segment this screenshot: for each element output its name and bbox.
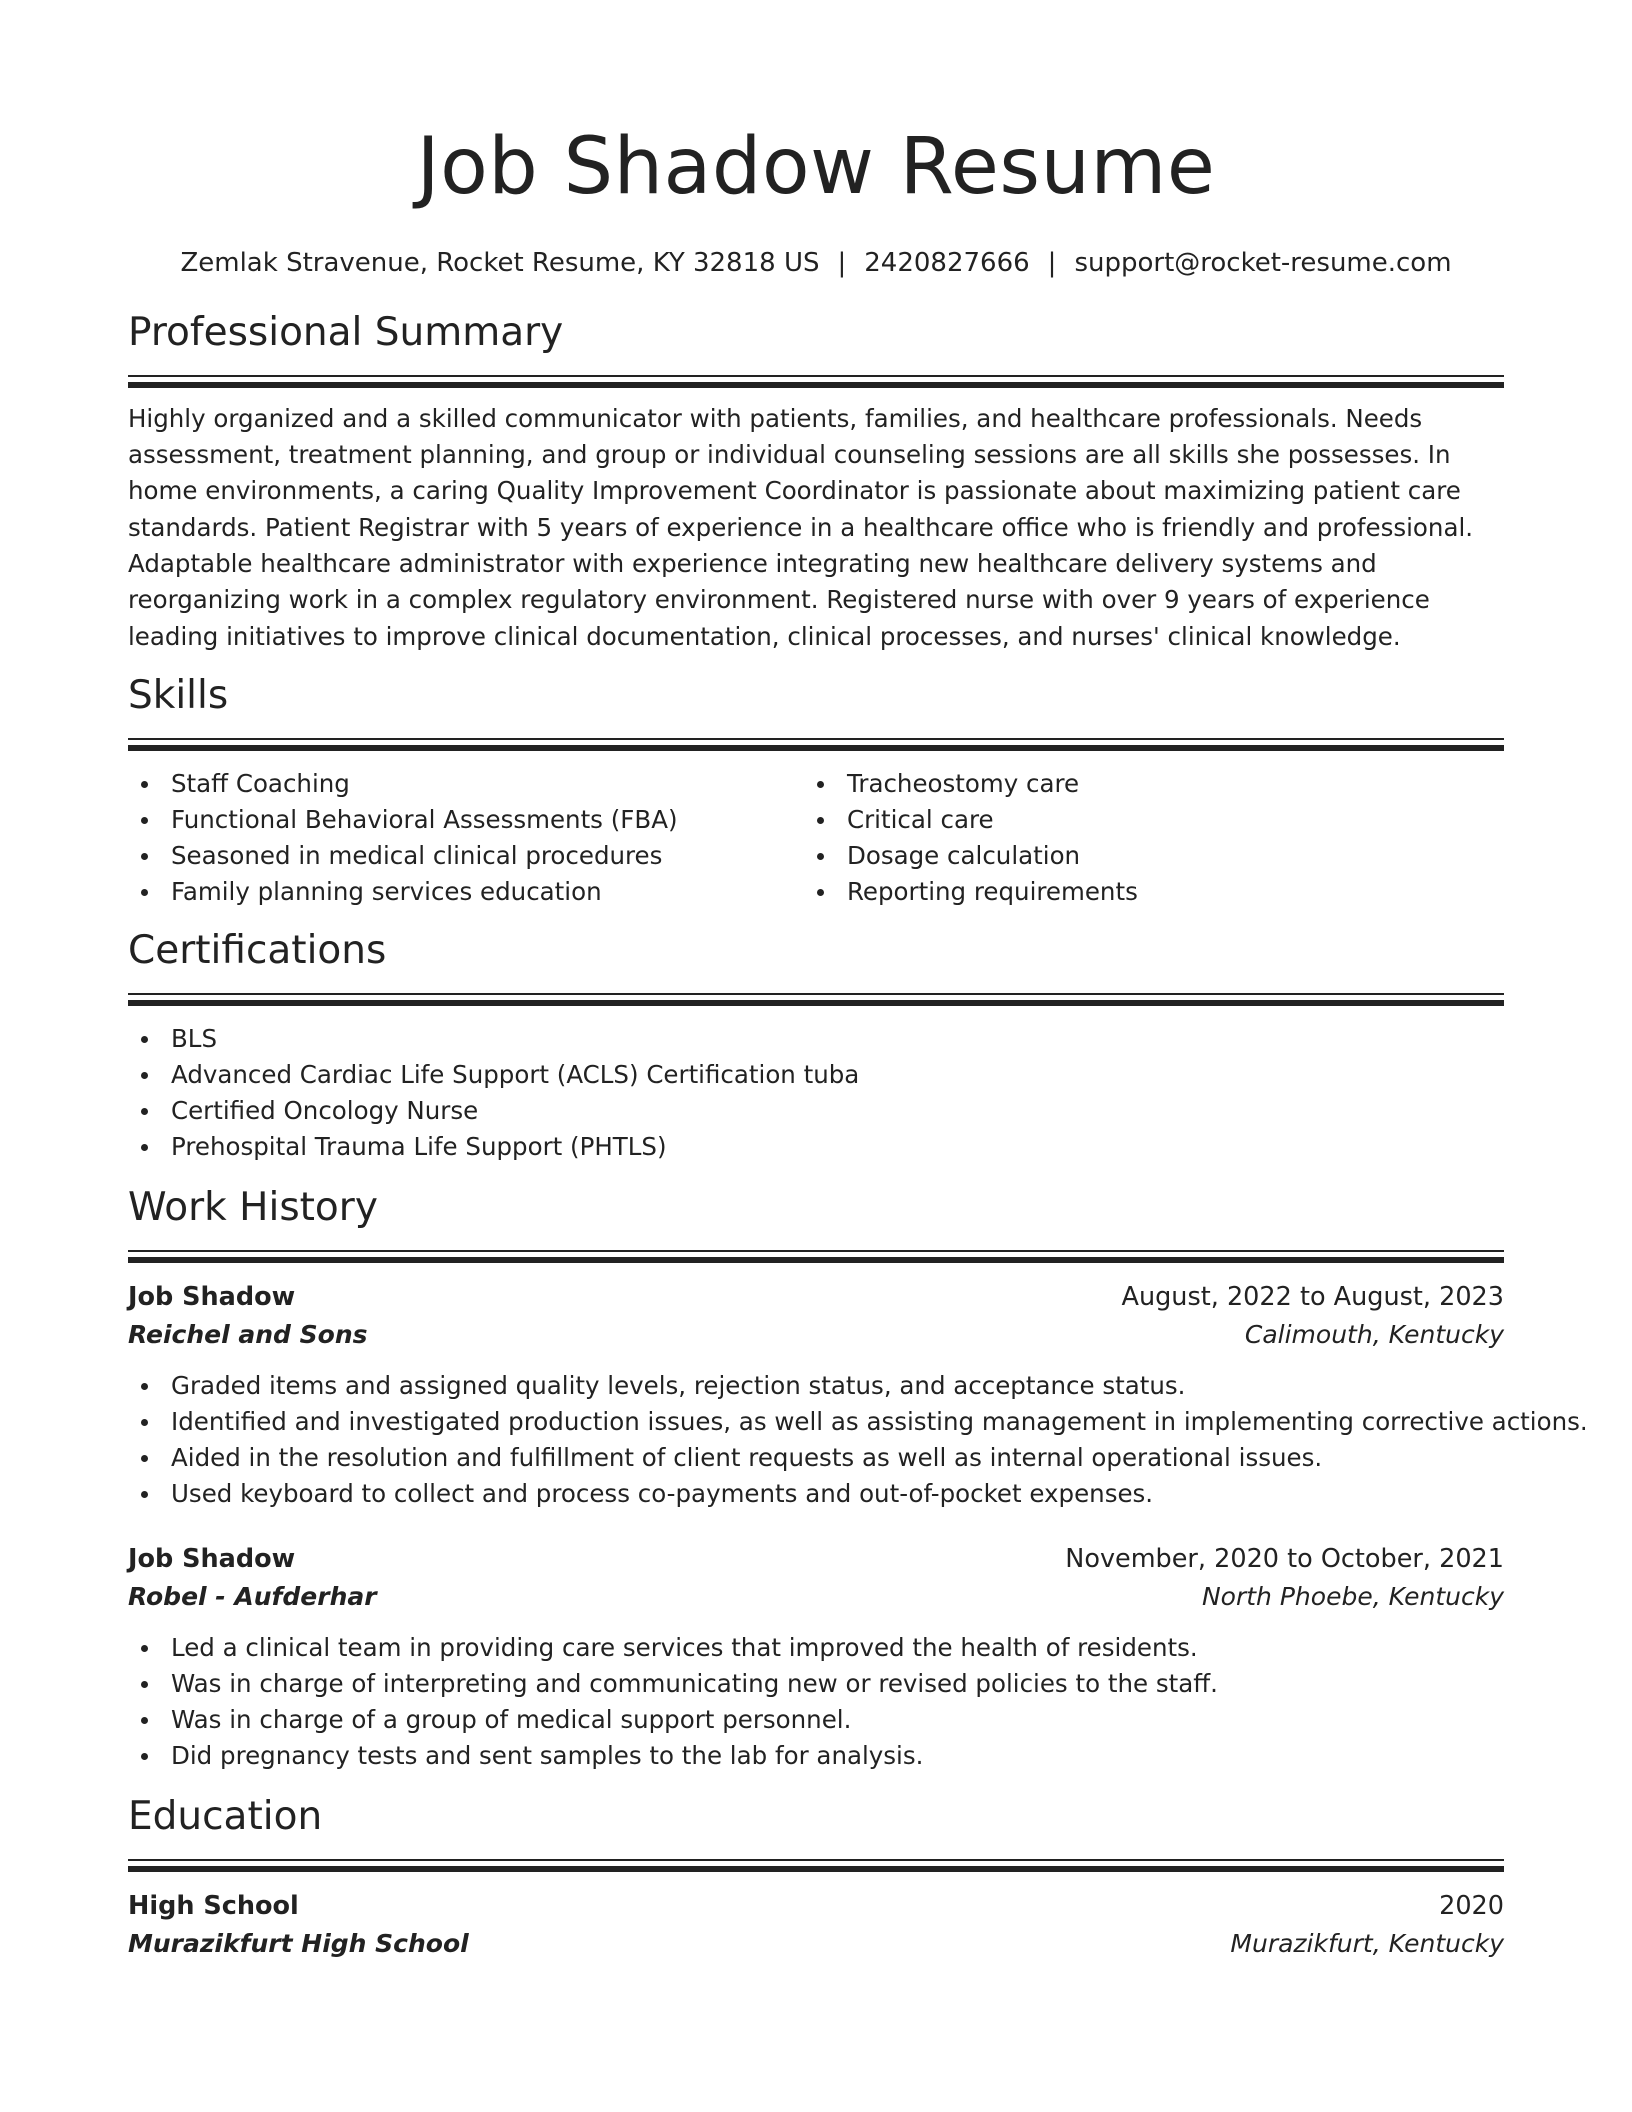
summary-section bbox=[128, 312, 1504, 655]
job-company: Robel - Aufderhar bbox=[128, 1581, 377, 1611]
skill-item: Functional Behavioral Assessments (FBA) bbox=[128, 802, 804, 838]
job-location: Calimouth, Kentucky bbox=[1244, 1319, 1504, 1349]
skills-list-left bbox=[128, 766, 804, 910]
skills-section bbox=[128, 672, 1504, 910]
certifications-section bbox=[128, 927, 1504, 1165]
section-divider bbox=[128, 738, 1504, 752]
job-bullet: Did pregnancy tests and sent samples to the lab for analysis. bbox=[128, 1738, 1504, 1774]
contact-address: Zemlak Stravenue, Rocket Resume, KY 32818 US bbox=[180, 248, 820, 278]
work-history-section bbox=[128, 1184, 1588, 1774]
job-bullets bbox=[128, 1630, 1504, 1774]
certification-item: BLS bbox=[128, 1021, 1504, 1057]
skill-item: Reporting requirements bbox=[804, 874, 1480, 910]
job-bullet: Was in charge of interpreting and communicating new or revised policies to the staff. bbox=[128, 1666, 1504, 1702]
contact-email: support@rocket-resume.com bbox=[1074, 248, 1452, 278]
job-subheader bbox=[128, 1316, 1504, 1354]
job-bullet: Graded items and assigned quality levels, rejection status, and acceptance status. bbox=[128, 1368, 1504, 1404]
education-entry bbox=[128, 1887, 1504, 1963]
job-title: Job Shadow bbox=[128, 1281, 296, 1312]
education-subheader bbox=[128, 1925, 1504, 1963]
job-bullet: Aided in the resolution and fulfillment of client requests as well as internal operational issues. bbox=[128, 1440, 1504, 1476]
section-title-skills: Skills bbox=[128, 672, 229, 718]
section-title-education: Education bbox=[128, 1793, 323, 1839]
education-section bbox=[128, 1793, 1504, 1963]
job-bullets bbox=[128, 1368, 1588, 1512]
skills-list-right bbox=[804, 766, 1480, 910]
education-header bbox=[128, 1887, 1504, 1925]
skill-item: Family planning services education bbox=[128, 874, 804, 910]
job-dates: August, 2022 to August, 2023 bbox=[1121, 1281, 1504, 1312]
job-company: Reichel and Sons bbox=[128, 1319, 368, 1349]
contact-separator: | bbox=[837, 248, 847, 278]
job-dates: November, 2020 to October, 2021 bbox=[1065, 1543, 1504, 1574]
skill-item: Critical care bbox=[804, 802, 1480, 838]
skill-item: Dosage calculation bbox=[804, 838, 1480, 874]
certifications-list bbox=[128, 1021, 1504, 1165]
section-title-work-history: Work History bbox=[128, 1184, 378, 1230]
job-title: Job Shadow bbox=[128, 1543, 296, 1574]
certification-item: Advanced Cardiac Life Support (ACLS) Certification tuba bbox=[128, 1057, 1504, 1093]
skill-item: Seasoned in medical clinical procedures bbox=[128, 838, 804, 874]
section-divider bbox=[128, 1859, 1504, 1873]
summary-text: Highly organized and a skilled communicator with patients, families, and healthcare professionals. Needs assessment, treatment planning, and group or individual counseling sessions are all skills she possesses. In home environments, a caring Quality Improvement Coordinator is passionate about maximizing patient care standards. Patient Registrar with 5 years of experience in a healthcare office who is friendly and professional. Adaptable healthcare administrator with experience integrating new healthcare delivery systems and reorganizing work in a complex regulatory environment. Registered nurse with over 9 years of experience leading initiatives to improve clinical documentation, clinical processes, and nurses' clinical knowledge. bbox=[128, 403, 1474, 651]
certification-item: Prehospital Trauma Life Support (PHTLS) bbox=[128, 1129, 1504, 1165]
education-location: Murazikfurt, Kentucky bbox=[1230, 1928, 1504, 1958]
education-school: Murazikfurt High School bbox=[128, 1928, 469, 1958]
job-bullet: Used keyboard to collect and process co-payments and out-of-pocket expenses. bbox=[128, 1476, 1504, 1512]
job-bullet: Led a clinical team in providing care services that improved the health of residents. bbox=[128, 1630, 1504, 1666]
section-divider bbox=[128, 375, 1504, 389]
job-bullet: Was in charge of a group of medical support personnel. bbox=[128, 1702, 1504, 1738]
section-title-summary: Professional Summary bbox=[128, 310, 564, 355]
contact-separator: | bbox=[1047, 248, 1057, 278]
job-header bbox=[128, 1278, 1504, 1316]
section-title-certifications: Certifications bbox=[128, 927, 387, 973]
job-bullet: Identified and investigated production issues, as well as assisting management in implementing corrective actions. bbox=[128, 1404, 1504, 1440]
education-year: 2020 bbox=[1439, 1890, 1504, 1921]
job-entry bbox=[128, 1278, 1588, 1512]
section-divider bbox=[128, 993, 1504, 1007]
skills-grid bbox=[128, 766, 1504, 910]
contact-line bbox=[128, 248, 1504, 278]
education-degree: High School bbox=[128, 1890, 299, 1921]
job-subheader bbox=[128, 1578, 1504, 1616]
job-header bbox=[128, 1540, 1504, 1578]
certification-item: Certified Oncology Nurse bbox=[128, 1093, 1504, 1129]
skill-item: Tracheostomy care bbox=[804, 766, 1480, 802]
contact-phone: 2420827666 bbox=[864, 248, 1030, 278]
resume-title: Job Shadow Resume bbox=[416, 122, 1216, 212]
section-divider bbox=[128, 1250, 1504, 1264]
job-entry bbox=[128, 1540, 1504, 1774]
job-location: North Phoebe, Kentucky bbox=[1201, 1581, 1504, 1611]
skill-item: Staff Coaching bbox=[128, 766, 804, 802]
